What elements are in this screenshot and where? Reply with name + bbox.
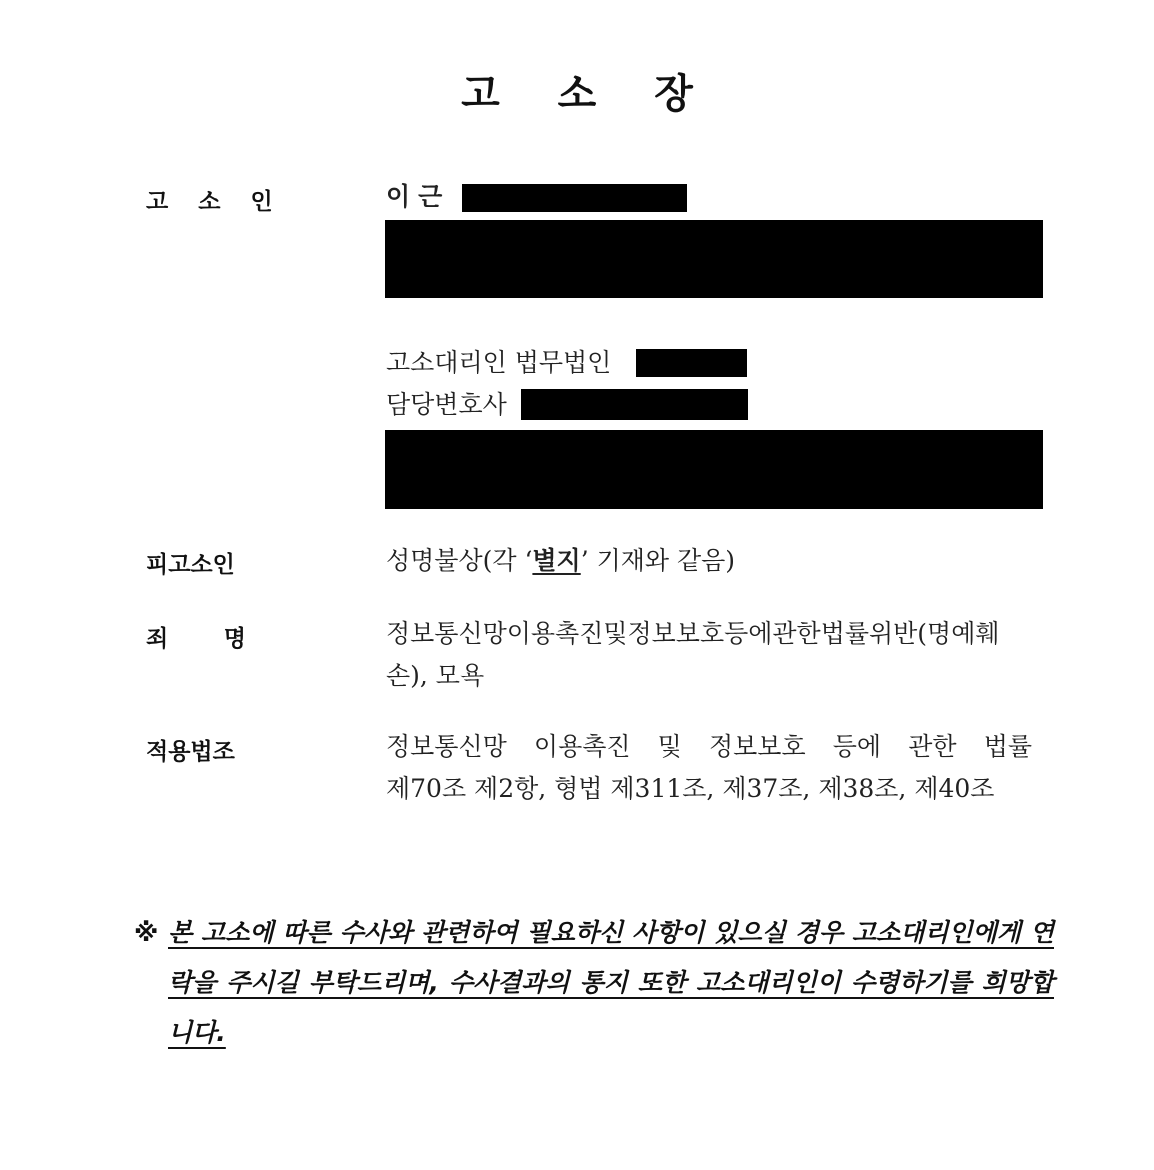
complainant-name: 이근 bbox=[386, 182, 451, 211]
charge-value bbox=[386, 613, 1046, 697]
defendant-label: 피고소인 bbox=[146, 552, 235, 578]
notice-block bbox=[134, 908, 1054, 1058]
charge-label-left: 죄 bbox=[146, 626, 169, 652]
charge-line-1: 정보통신망이용촉진및정보보호등에관한법률위반(명예훼 bbox=[386, 619, 1000, 648]
charge-line-2: 손), 모욕 bbox=[386, 661, 485, 690]
notice-text: 본 고소에 따른 수사와 관련하여 필요하신 사항이 있으실 경우 고소대리인에게 연락을 주시길 부탁드리며, 수사결과의 통지 또한 고소대리인이 수령하기를 희망합니다. bbox=[168, 918, 1054, 1047]
charge-label bbox=[146, 620, 246, 653]
statute-line-2: 제70조 제2항, 형법 제311조, 제37조, 제38조, 제40조 bbox=[386, 774, 995, 803]
statute-line-1: 정보통신망 이용촉진 및 정보보호 등에 관한 법률 bbox=[386, 732, 1032, 761]
reference-mark: ※ bbox=[134, 918, 159, 947]
complainant-label: 고 소 인 bbox=[146, 189, 284, 215]
statute-label: 적용법조 bbox=[146, 739, 235, 765]
redacted-lawyer-name bbox=[521, 389, 748, 420]
redacted-law-firm bbox=[636, 349, 747, 377]
defendant-value bbox=[386, 540, 735, 582]
lawyer-line: 담당변호사 bbox=[386, 390, 507, 419]
document-title: 고 소 장 bbox=[461, 71, 715, 117]
redacted-complainant-name bbox=[462, 184, 687, 212]
charge-label-right: 명 bbox=[223, 626, 246, 652]
statute-value bbox=[386, 726, 1032, 810]
redacted-complainant-address bbox=[385, 220, 1043, 298]
defendant-text-before: 성명불상(각 ‘ bbox=[386, 546, 533, 575]
defendant-text-after: ’ 기재와 같음) bbox=[580, 546, 736, 575]
agent-line: 고소대리인 법무법인 bbox=[386, 348, 612, 377]
redacted-agent-address bbox=[385, 430, 1043, 509]
defendant-text-bold: 별지 bbox=[532, 546, 581, 575]
